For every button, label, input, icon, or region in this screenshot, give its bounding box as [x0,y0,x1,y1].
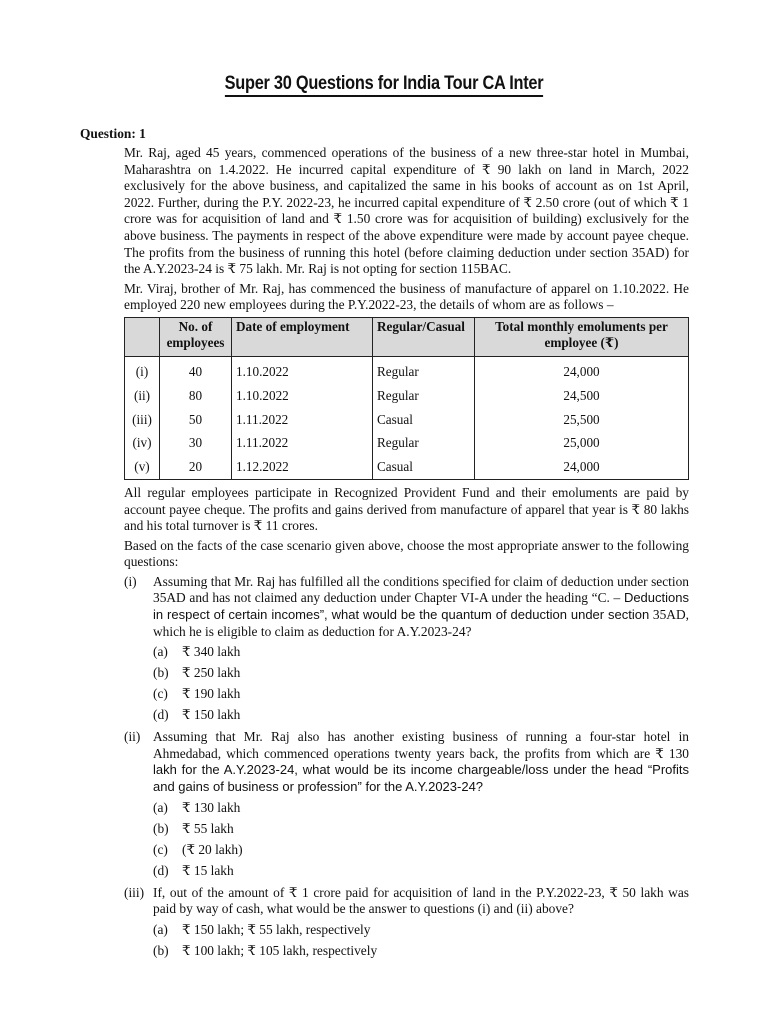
question-label: Question: 1 [80,126,146,141]
table-cell: 1.11.2022 [232,432,373,456]
table-header: Date of employment [232,317,373,356]
table-cell: Regular [373,432,475,456]
table-cell: 1.11.2022 [232,408,373,432]
subquestion-text: If, out of the amount of ₹ 1 crore paid for acquisition of land in the P.Y.2022-23, ₹ 50 lakh was paid by way of cash, what would be the answer to questions (i) and (ii) above? [153,884,689,917]
table-cell: (iii) [125,408,160,432]
answer-options [153,920,689,962]
table-header [125,317,160,356]
question-body [124,145,689,965]
table-row [125,432,689,456]
table-cell: 20 [160,455,232,479]
employee-table [124,317,689,480]
subquestion-ii [124,729,689,881]
answer-option[interactable]: (c) (₹ 20 lakh) [153,841,243,857]
answer-option[interactable]: (c) ₹ 190 lakh [153,686,241,702]
table-cell: 1.10.2022 [232,356,373,384]
table-header: Total monthly emoluments per employee (₹) [475,317,689,356]
answer-option[interactable]: (a) ₹ 150 lakh; ₹ 55 lakh, respectively [153,922,371,938]
subquestion-text: Assuming that Mr. Raj has fulfilled all the conditions specified for claim of deduction under section 35AD and has not claimed any deduction under Chapter VI-A under the heading “C. – Deductions in respect of certain incomes”, what would be the quantum of deduction under section 35AD, which he is eligible to claim as deduction for A.Y.2023-24? [153,573,689,639]
subquestion-i [124,574,689,726]
table-row [125,356,689,384]
table-row [125,408,689,432]
answer-option[interactable]: (a) ₹ 340 lakh [153,644,241,660]
answer-option[interactable]: (d) ₹ 150 lakh [153,707,241,723]
subquestion-number: (iii) [124,884,145,900]
table-row [125,385,689,409]
table-cell: 24,000 [475,455,689,479]
after-table-paragraph: All regular employees participate in Recognized Provident Fund and their emoluments are paid by account payee cheque. The profits and gains derived from manufacture of apparel that year is ₹ 80 lakhs and his total turnover is ₹ 11 crores. [124,484,689,534]
table-header: Regular/Casual [373,317,475,356]
table-cell: 50 [160,408,232,432]
answer-option[interactable]: (d) ₹ 15 lakh [153,862,234,878]
table-cell: (i) [125,356,160,384]
answer-options [153,798,689,882]
table-cell: Regular [373,385,475,409]
table-cell: 30 [160,432,232,456]
table-cell: 24,500 [475,385,689,409]
table-cell: Casual [373,408,475,432]
answer-option[interactable]: (a) ₹ 130 lakh [153,799,241,815]
page-title: Super 30 Questions for India Tour CA Inter [54,76,714,93]
table-cell: (iv) [125,432,160,456]
table-cell: 40 [160,356,232,384]
case-paragraph-viraj: Mr. Viraj, brother of Mr. Raj, has commenced the business of manufacture of apparel on 1.10.2022. He employed 220 new employees during the P.Y.2022-23, the details of whom are as follows – [124,280,689,313]
subquestion-iii [124,885,689,962]
table-cell: 25,000 [475,432,689,456]
table-cell: 1.12.2022 [232,455,373,479]
answer-option[interactable]: (b) ₹ 100 lakh; ₹ 105 lakh, respectively [153,943,378,959]
table-row [125,455,689,479]
table-cell: 1.10.2022 [232,385,373,409]
answer-option[interactable]: (b) ₹ 55 lakh [153,820,234,836]
table-header-row [125,317,689,356]
table-cell: 80 [160,385,232,409]
answer-option[interactable]: (b) ₹ 250 lakh [153,665,241,681]
table-cell: Regular [373,356,475,384]
subquestion-number: (ii) [124,729,141,745]
table-cell: 24,000 [475,356,689,384]
table-header: No. of employees [160,317,232,356]
table-cell: 25,500 [475,408,689,432]
case-paragraph-raj: Mr. Raj, aged 45 years, commenced operations of the business of a new three-star hotel in Mumbai, Maharashtra on 1.4.2022. He incurred capital expenditure of ₹ 90 lakh on land in March, 2022 exclusively for the above business, and capitalized the same in his books of account as on 1st April, 2022. Further, during the P.Y. 2022-23, he incurred capital expenditure of ₹ 2.50 crore (out of which ₹ 1 crore was for acquisition of land and ₹ 1.50 crore was for acquisition of building) exclusively for the above business. The payments in respect of the above expenditure were made by account payee cheque. The profits from the business of running this hotel (before claiming deduction under section 35AD) for the A.Y.2023-24 is ₹ 75 lakh. Mr. Raj is not opting for section 115BAC. [124,145,689,277]
table-cell: Casual [373,455,475,479]
answer-options [153,642,689,726]
questions-intro: Based on the facts of the case scenario given above, choose the most appropriate answer to the following questions: [124,537,689,570]
subquestion-number: (i) [124,573,137,589]
table-cell: (v) [125,455,160,479]
table-cell: (ii) [125,385,160,409]
subquestion-text: Assuming that Mr. Raj also has another existing business of running a four-star hotel in Ahmedabad, which commenced operations twenty years back, the profits from which are ₹ 130 lakh for the A.Y.2023-24, what would be its income chargeable/loss under the head “Profits and gains of business or profession” for the A.Y.2023-24? [153,729,689,795]
